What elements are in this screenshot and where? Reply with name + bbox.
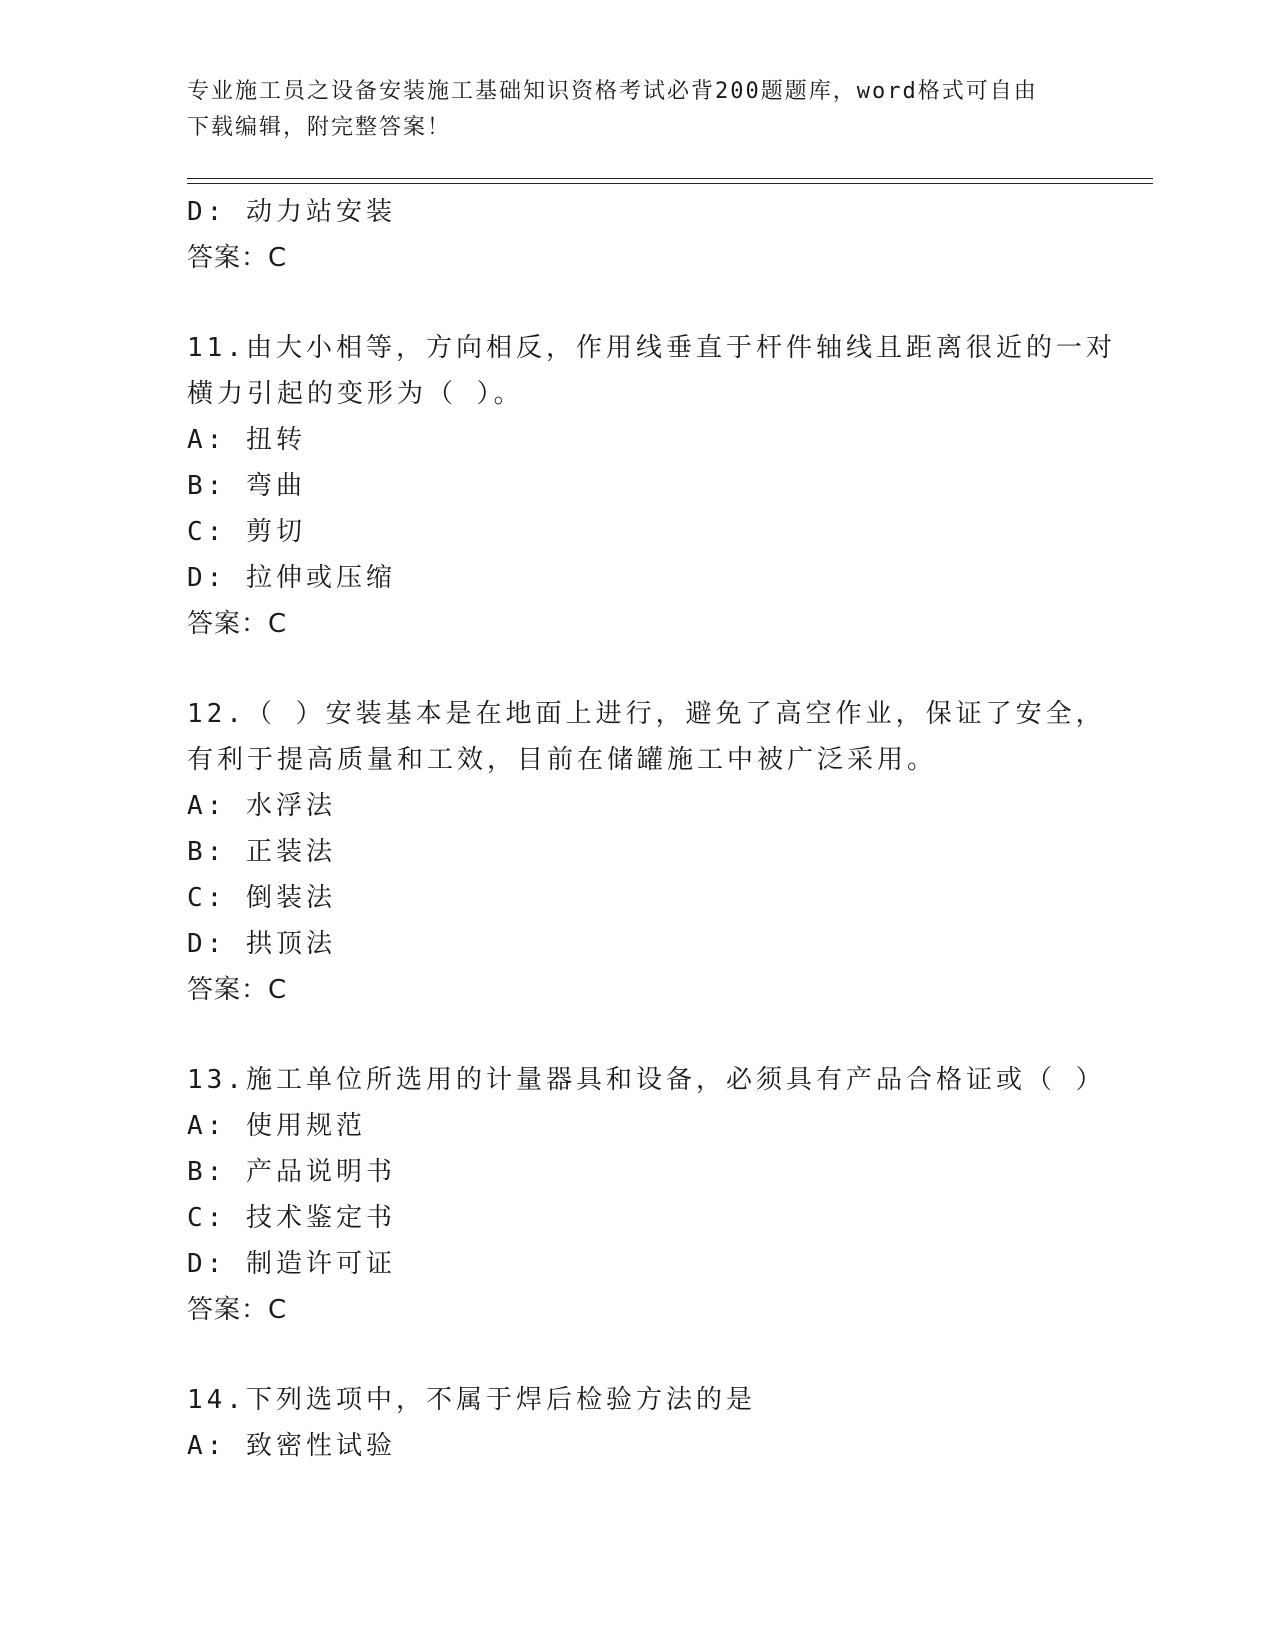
- question-11: [187, 325, 1116, 647]
- answer: 答案：C: [187, 609, 288, 639]
- option-a: A: 水浮法: [187, 791, 336, 821]
- answer: 答案：C: [187, 975, 288, 1005]
- question-13: [187, 1057, 1106, 1333]
- question-list: [187, 189, 1116, 1469]
- option-c: C: 剪切: [187, 517, 306, 547]
- question-stem-line-1: 13.施工单位所选用的计量器具和设备，必须具有产品合格证或（ ）: [187, 1065, 1106, 1095]
- header-divider-top: [187, 178, 1153, 179]
- document-header: [187, 74, 1067, 146]
- header-divider-bottom: [187, 183, 1153, 184]
- answer: 答案：C: [187, 1295, 288, 1325]
- option-c: C: 技术鉴定书: [187, 1203, 396, 1233]
- answer: 答案：C: [187, 243, 288, 273]
- option-d: D: 拱顶法: [187, 929, 336, 959]
- header-title-line-2: 下载编辑，附完整答案！: [187, 115, 452, 140]
- option-a: A: 使用规范: [187, 1111, 366, 1141]
- option-c: C: 倒装法: [187, 883, 336, 913]
- question-10-tail: [187, 189, 1087, 281]
- question-stem-line-1: 12.（ ）安装基本是在地面上进行，避免了高空作业，保证了安全，: [187, 699, 1106, 729]
- option-b: B: 正装法: [187, 837, 336, 867]
- option-d: D: 动力站安装: [187, 197, 396, 227]
- question-stem-line-1: 11.由大小相等，方向相反，作用线垂直于杆件轴线且距离很近的一对: [187, 333, 1116, 363]
- question-stem-line-2: 横力引起的变形为（ ）。: [187, 379, 524, 409]
- question-12: [187, 691, 1106, 1013]
- option-b: B: 产品说明书: [187, 1157, 396, 1187]
- option-d: D: 制造许可证: [187, 1249, 396, 1279]
- option-d: D: 拉伸或压缩: [187, 563, 396, 593]
- question-14: [187, 1377, 1087, 1469]
- header-title-line-1: 专业施工员之设备安装施工基础知识资格考试必背200题题库，word格式可自由: [187, 79, 1038, 104]
- option-a: A: 致密性试验: [187, 1431, 396, 1461]
- question-stem-line-2: 有利于提高质量和工效，目前在储罐施工中被广泛采用。: [187, 745, 938, 775]
- question-stem-line-1: 14.下列选项中，不属于焊后检验方法的是: [187, 1385, 756, 1415]
- option-a: A: 扭转: [187, 425, 306, 455]
- option-b: B: 弯曲: [187, 471, 306, 501]
